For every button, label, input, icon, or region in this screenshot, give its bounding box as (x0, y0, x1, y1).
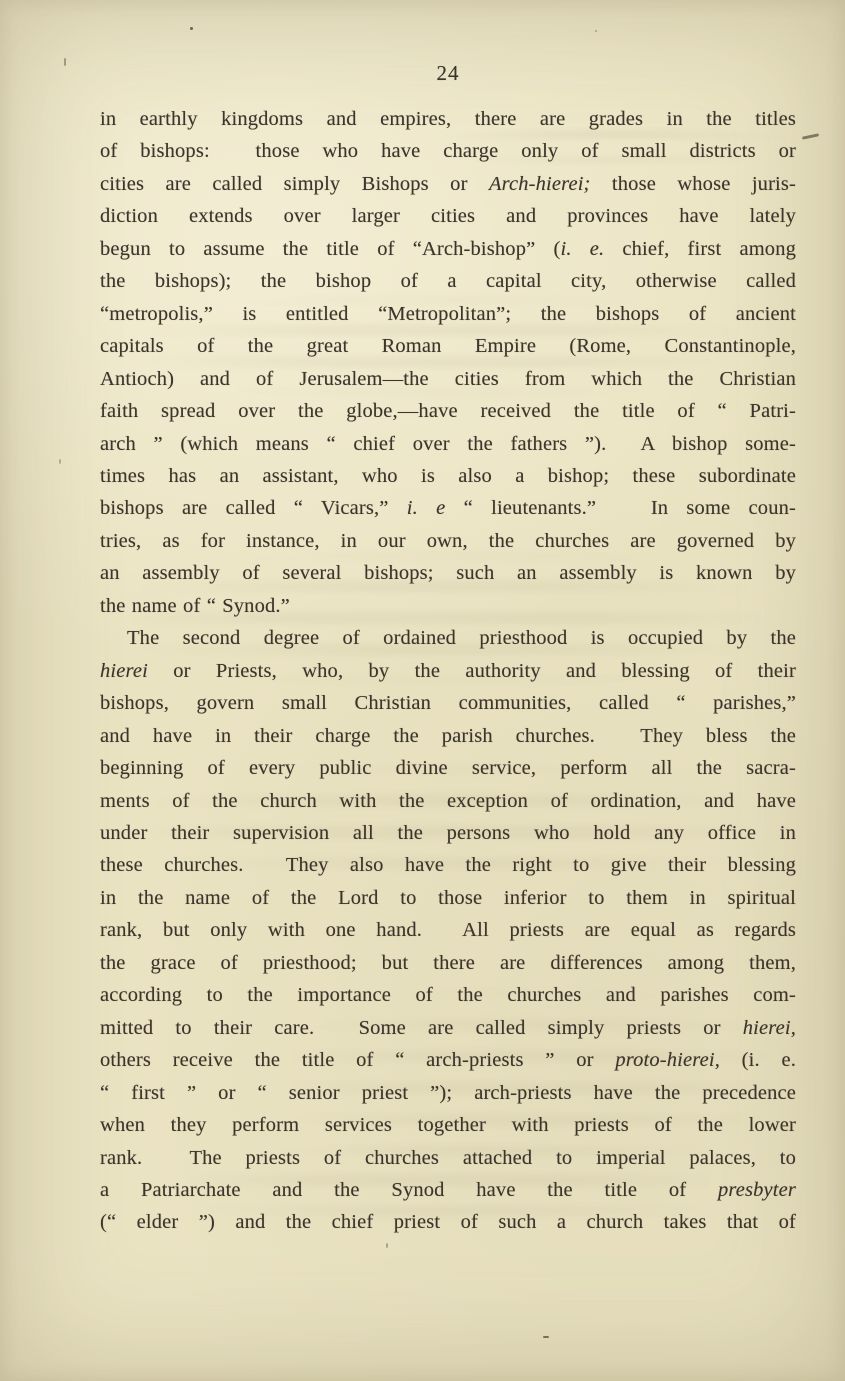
text-line (100, 1206, 796, 1238)
text-segment: the bishops); the bishop of a capital city, otherwise called (100, 270, 796, 293)
text-segment: and have in their charge the parish churches. They bless the (100, 724, 796, 747)
text-line (100, 298, 796, 330)
text-line (100, 492, 796, 524)
text-line (100, 1012, 796, 1044)
text-block (100, 103, 796, 1239)
text-line (100, 785, 796, 817)
scan-speck (595, 30, 597, 32)
text-line (100, 622, 796, 654)
text-segment: ments of the church with the exception of ordination, and have (100, 789, 796, 812)
text-segment: others receive the title of “ arch-priests ” or (100, 1049, 616, 1072)
text-segment: bishops, govern small Christian communities, called “ parishes,” (100, 692, 796, 715)
text-segment: a Patriarchate and the Synod have the title of (100, 1178, 718, 1201)
text-segment: Antioch) and of Jerusalem—the cities from which the Christian (100, 367, 796, 390)
text-line (100, 233, 796, 265)
page-number: 24 (436, 61, 460, 85)
text-segment: tries, as for instance, in our own, the churches are governed by (100, 529, 796, 552)
italic-text-segment: hierei (100, 659, 148, 682)
text-segment: these churches. They also have the right to give their blessing (100, 854, 796, 877)
italic-text-segment: presbyter (717, 1178, 796, 1201)
scan-speck (802, 133, 819, 139)
text-line (100, 395, 796, 427)
text-segment: those whose juris- (590, 172, 796, 195)
text-segment: “metropolis,” is entitled “Metropolitan”; the bishops of ancient (100, 302, 796, 325)
text-segment: beginning of every public divine service, perform all the sacra- (100, 757, 796, 780)
text-segment: or Priests, who, by the authority and blessing of their (147, 659, 796, 682)
text-line (100, 428, 796, 460)
text-line (100, 882, 796, 914)
text-line (100, 557, 796, 589)
italic-text-segment: hierei, (742, 1016, 796, 1039)
text-segment: The second degree of ordained priesthood is occupied by the (127, 627, 796, 650)
text-line (100, 590, 796, 622)
text-segment: “ lieutenants.” In some coun- (445, 497, 796, 520)
text-line (100, 1142, 796, 1174)
text-line (100, 103, 796, 135)
text-segment: rank, but only with one hand. All priests are equal as regards (100, 919, 796, 942)
text-segment: rank. The priests of churches attached to imperial palaces, to (100, 1146, 796, 1169)
text-line (100, 849, 796, 881)
text-segment: of bishops: those who have charge only of small districts or (100, 140, 796, 163)
text-line (100, 265, 796, 297)
scan-speck (543, 1336, 549, 1338)
text-line (100, 135, 796, 167)
text-line (100, 1044, 796, 1076)
text-line (100, 1077, 796, 1109)
scan-speck (59, 459, 61, 464)
text-segment: the name of “ Synod.” (100, 594, 290, 617)
text-line (100, 947, 796, 979)
text-segment: an assembly of several bishops; such an assembly is known by (100, 562, 796, 585)
text-segment: according to the importance of the churches and parishes com- (100, 984, 796, 1007)
text-line (100, 752, 796, 784)
text-segment: mitted to their care. Some are called simply priests or (100, 1016, 743, 1039)
text-line (100, 200, 796, 232)
text-line (100, 687, 796, 719)
text-segment: the grace of priesthood; but there are differences among them, (100, 951, 796, 974)
italic-text-segment: i. e. (560, 237, 605, 260)
text-line (100, 979, 796, 1011)
text-segment: times has an assistant, who is also a bishop; these subordinate (100, 464, 796, 487)
text-line (100, 655, 796, 687)
text-segment: capitals of the great Roman Empire (Rome, Constantinople, (100, 335, 796, 358)
text-segment: cities are called simply Bishops or (100, 172, 489, 195)
scan-speck (64, 58, 66, 66)
text-line (100, 363, 796, 395)
text-line (100, 460, 796, 492)
scan-speck (386, 1243, 388, 1248)
text-segment: under their supervision all the persons who hold any office in (100, 821, 796, 844)
scan-speck (190, 27, 193, 30)
text-segment: begun to assume the title of “Arch-bishop” ( (100, 237, 561, 260)
text-segment: diction extends over larger cities and provinces have lately (100, 205, 796, 228)
text-line (100, 525, 796, 557)
text-segment: in the name of the Lord to those inferior to them in spiritual (100, 886, 796, 909)
text-line (100, 817, 796, 849)
text-line (100, 914, 796, 946)
text-segment: when they perform services together with priests of the lower (100, 1114, 796, 1137)
text-segment: arch ” (which means “ chief over the fathers ”). A bishop some- (100, 432, 796, 455)
text-segment: bishops are called “ Vicars,” (100, 497, 407, 520)
text-segment: (“ elder ”) and the chief priest of such a church takes that of (100, 1211, 796, 1234)
text-line (100, 1174, 796, 1206)
text-segment: faith spread over the globe,—have received the title of “ Patri- (100, 400, 796, 423)
text-segment: “ first ” or “ senior priest ”); arch-priests have the precedence (100, 1081, 796, 1104)
text-line (100, 330, 796, 362)
text-line (100, 168, 796, 200)
text-segment: in earthly kingdoms and empires, there are grades in the titles (100, 108, 796, 130)
italic-text-segment: proto-hierei, (615, 1049, 720, 1072)
italic-text-segment: Arch-hierei; (488, 172, 591, 195)
text-line (100, 720, 796, 752)
italic-text-segment: i. e (406, 497, 446, 520)
paragraph (100, 103, 796, 622)
text-segment: (i. e. (719, 1049, 796, 1072)
text-segment: chief, first among (604, 237, 797, 260)
text-line (100, 1109, 796, 1141)
paragraph (100, 622, 796, 1239)
